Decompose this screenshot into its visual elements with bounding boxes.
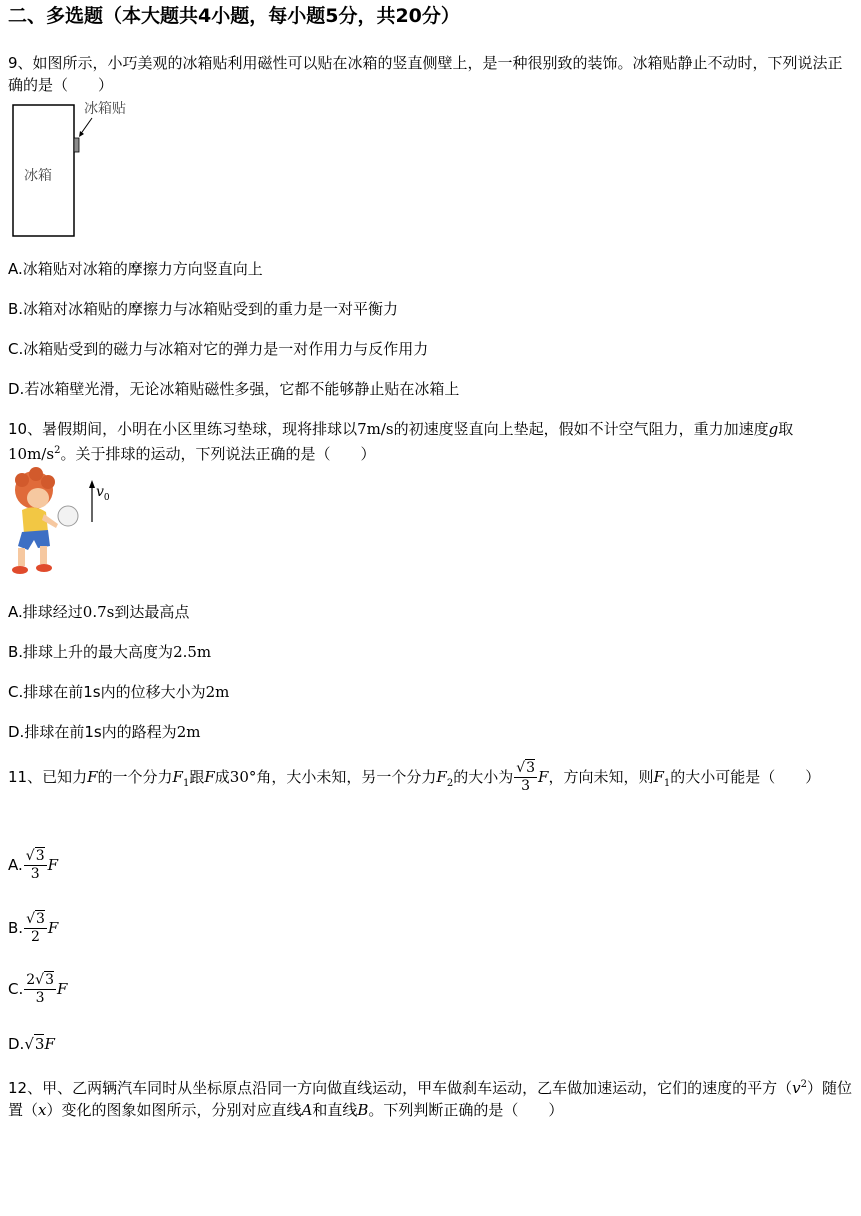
question-11-stem: 11、已知力F的一个分力$F_1$跟F成30°角，大小未知，另一个分力$F_2$的大小为 $\frac{√3}{3}$ F，方向未知，则$F_1$的大小可能是（ ）: [8, 760, 821, 794]
fridge-label: 冰箱: [24, 168, 52, 184]
q11-option-c: C. $\frac{2√3}{3}$ F: [8, 972, 68, 1006]
q11-option-a: A. $\frac{√3}{3}$ F: [8, 848, 59, 882]
fridge-magnet: [74, 138, 79, 152]
q11-option-d: D.√3F: [8, 1035, 55, 1053]
question-9-stem: 9、如图所示，小巧美观的冰箱贴利用磁性可以贴在冰箱的竖直侧壁上，是一种很别致的装饰。冰箱贴静止不动时，下列说法正确的是（ ）: [8, 54, 843, 94]
q9-option-c: C.冰箱贴受到的磁力与冰箱对它的弹力是一对作用力与反作用力: [8, 340, 429, 358]
q10-option-b: B.排球上升的最大高度为2.5m: [8, 643, 212, 661]
q11-option-b: B. $\frac{√3}{2}$ F: [8, 911, 59, 945]
section-title: 二、多选题（本大题共4小题，每小题5分，共20分）: [8, 5, 460, 27]
fridge-figure: [8, 96, 148, 241]
sqrt3-over-3-fraction: $\frac{√3}{3}$: [516, 760, 536, 794]
q9-option-a: A.冰箱贴对冰箱的摩擦力方向竖直向上: [8, 260, 263, 278]
q9-option-b: B.冰箱对冰箱贴的摩擦力与冰箱贴受到的重力是一对平衡力: [8, 300, 399, 318]
q10-option-a: A.排球经过0.7s到达最高点: [8, 603, 190, 621]
q10-option-d: D.排球在前1s内的路程为2m: [8, 723, 201, 741]
volleyball-figure: [6, 466, 126, 584]
magnet-label: 冰箱贴: [84, 101, 126, 117]
question-12-stem: 12、甲、乙两辆汽车同时从坐标原点沿同一方向做直线运动，甲车做刹车运动，乙车做加速运动，它们的速度的平方$(v^2)$随位置（x）变化的图象如图所示，分别对应直线A和直线B。下列判断正确的是（ ）: [8, 1079, 852, 1119]
q10-option-c: C.排球在前1s内的位移大小为2m: [8, 683, 230, 701]
velocity-label: $v_0$: [96, 484, 110, 503]
q9-option-d: D.若冰箱壁光滑，无论冰箱贴磁性多强，它都不能够静止贴在冰箱上: [8, 380, 460, 398]
volleyball-ball: [58, 506, 78, 526]
question-10-stem: 10、暑假期间，小明在小区里练习垫球，现将排球以7m/s的初速度竖直向上垫起，假如不计空气阻力，重力加速度g取$10m/s^2$。关于排球的运动，下列说法正确的是（ ）: [8, 420, 794, 463]
